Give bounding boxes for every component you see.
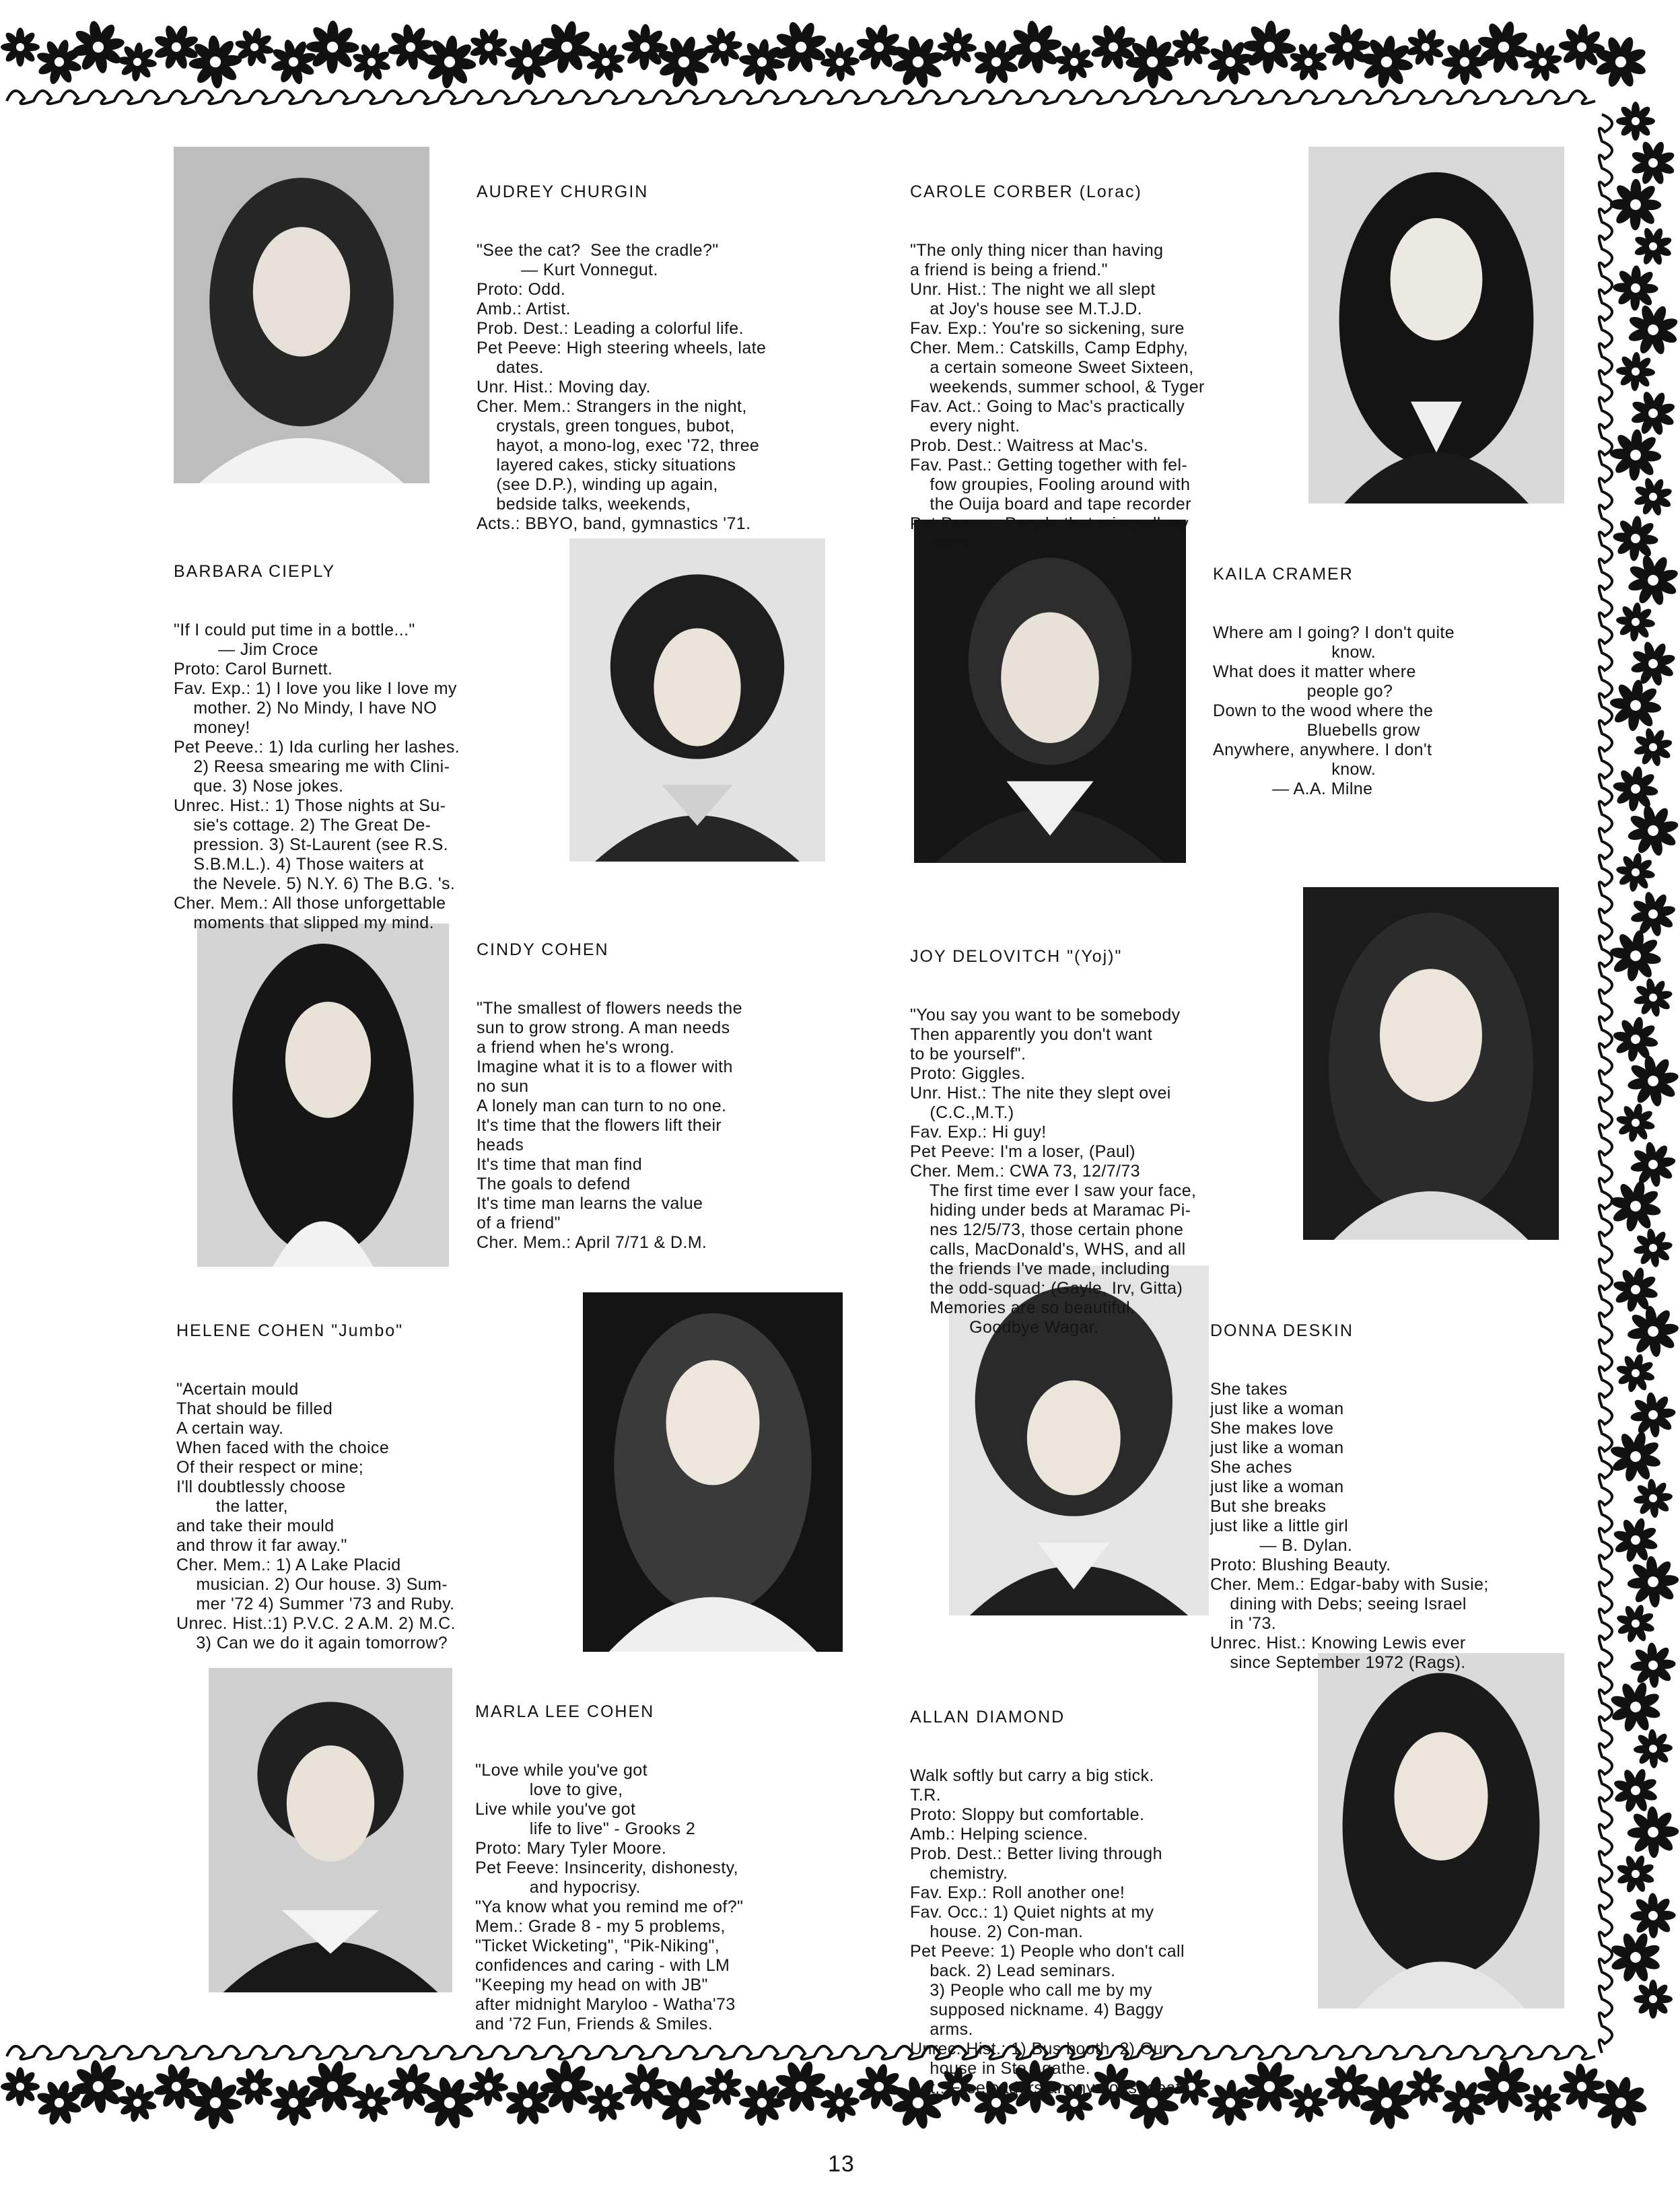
entry-line: "Love while you've got bbox=[475, 1761, 648, 1780]
entry-line: Unrec. Hist.: 1) Those nights at Su- bbox=[174, 796, 446, 815]
student-name: HELENE COHEN "Jumbo" bbox=[176, 1321, 403, 1340]
entry-text bbox=[477, 999, 742, 1253]
entry-line: bedside talks, weekends, bbox=[477, 495, 691, 514]
entry-line: just like a woman bbox=[1210, 1399, 1344, 1418]
daisy-icon bbox=[1633, 1729, 1674, 1770]
entry-line: the Nevele. 5) N.Y. 6) The B.G. 's. bbox=[174, 874, 456, 893]
entry-line: Fav. Past.: Getting together with fel- bbox=[910, 456, 1188, 475]
entry-line: The first time ever I saw your face, bbox=[910, 1181, 1197, 1200]
daisy-icon bbox=[1625, 1972, 1680, 2027]
entry-line: Cher. Mem.: Strangers in the night, bbox=[477, 397, 747, 416]
entry-line: Pet Peeve: 1) People who don't call bbox=[910, 1942, 1185, 1961]
entry-line: confidences and caring - with LM bbox=[475, 1956, 730, 1975]
entry-line: "The only thing nicer than having bbox=[910, 241, 1164, 260]
daisy-icon bbox=[1628, 1390, 1679, 1440]
entry-line: What does it matter where bbox=[1213, 662, 1416, 681]
entry-line: back. 2) Lead seminars. bbox=[910, 1961, 1116, 1980]
entry-line: fow groupies, Fooling around with bbox=[910, 475, 1191, 494]
entry-line: house in Ste Agathe. bbox=[910, 2059, 1091, 2078]
photo-barbara-cieply bbox=[569, 538, 825, 862]
entry-text bbox=[1213, 623, 1455, 799]
entry-line: Unrec. Hist.: 1) Bus booth. 2) Our bbox=[910, 2039, 1169, 2058]
daisy-icon bbox=[1622, 633, 1680, 694]
page-number: 13 bbox=[828, 2151, 855, 2177]
daisy-icon bbox=[1476, 2059, 1531, 2114]
daisy-icon bbox=[1605, 1510, 1667, 1571]
student-name: BARBARA CIEPLY bbox=[174, 562, 336, 581]
entry-text bbox=[475, 1761, 743, 2034]
entry-text bbox=[176, 1380, 456, 1653]
entry-line: heads bbox=[477, 1136, 524, 1154]
entry-line: "You say you want to be somebody bbox=[910, 1006, 1181, 1024]
entry-line: Fav. Occ.: 1) Quiet nights at my bbox=[910, 1903, 1154, 1922]
entry-line: When faced with the choice bbox=[176, 1438, 390, 1457]
entry-line: arms. bbox=[910, 2020, 973, 2039]
entry-line: life to live" - Grooks 2 bbox=[475, 1819, 696, 1838]
photo-marla-lee-cohen bbox=[209, 1668, 452, 1992]
photo-cindy-cohen bbox=[197, 923, 449, 1267]
entry-line: Fav. Act.: Going to Mac's practically bbox=[910, 397, 1185, 416]
entry-line: She makes love bbox=[1210, 1419, 1334, 1438]
entry-line: But she breaks bbox=[1210, 1497, 1327, 1516]
daisy-icon bbox=[621, 24, 669, 71]
entry-text bbox=[910, 1766, 1191, 2098]
daisy-icon bbox=[1616, 102, 1655, 141]
entry-line: Proto: Sloppy but comfortable. bbox=[910, 1805, 1145, 1824]
entry-line: the friends I've made, including bbox=[910, 1259, 1170, 1278]
entry-line: sie's cottage. 2) The Great De- bbox=[174, 816, 431, 835]
entry-line: Prob. Dest.: Waitress at Mac's. bbox=[910, 436, 1148, 455]
entry-line: Cher. Mem.: Catskills, Camp Edphy, bbox=[910, 339, 1189, 357]
daisy-icon bbox=[1619, 295, 1680, 364]
entry-line: It's time that man find bbox=[477, 1155, 643, 1174]
entry-text bbox=[174, 621, 460, 933]
entry-line: a friend is being a friend." bbox=[910, 260, 1108, 279]
entry-line: Acts.: BBYO, band, gymnastics '71. bbox=[477, 514, 751, 533]
entry-line: the latter, bbox=[176, 1497, 289, 1516]
entry-line: and '72 Fun, Friends & Smiles. bbox=[475, 2015, 713, 2033]
entry-line: Pet Peeve.: People that misspell my bbox=[910, 514, 1189, 533]
entry-line: Unr. Hist.: Moving day. bbox=[477, 378, 651, 396]
daisy-icon bbox=[1625, 1471, 1680, 1526]
daisy-icon bbox=[930, 20, 985, 75]
entry-line: "The smallest of flowers needs the bbox=[477, 999, 742, 1018]
entry-line: money! bbox=[174, 718, 250, 737]
entry-line: Proto: Giggles. bbox=[910, 1064, 1026, 1083]
entry-line: mother. 2) No Mindy, I have NO bbox=[174, 699, 438, 718]
entry-line: "Acertain mould bbox=[176, 1380, 299, 1399]
entry-line: musician. 2) Our house. 3) Sum- bbox=[176, 1575, 448, 1594]
entry-line: Live while you've got bbox=[475, 1800, 636, 1819]
entry-line: Of their respect or mine; bbox=[176, 1458, 364, 1477]
daisy-icon bbox=[1, 28, 40, 67]
daisy-icon bbox=[1610, 763, 1661, 814]
entry-line: — B. Dylan. bbox=[1210, 1536, 1353, 1555]
entry-line: A lonely man can turn to no one. bbox=[477, 1096, 727, 1115]
entry-line: Cher. Mem.: April 7/71 & D.M. bbox=[477, 1233, 707, 1252]
daisy-icon bbox=[1624, 384, 1680, 442]
entry-line: Prob. Dest.: Better living through bbox=[910, 1844, 1162, 1863]
entry-line: Down to the wood where the bbox=[1213, 701, 1434, 720]
entry-line: just like a little girl bbox=[1210, 1516, 1349, 1535]
entry-line: people go? bbox=[1213, 682, 1393, 701]
entry-line: 2) Reesa smearing me with Clini- bbox=[174, 757, 450, 776]
entry-line: Proto: Blushing Beauty. bbox=[1210, 1556, 1391, 1574]
entry-line: A certain way. bbox=[176, 1419, 284, 1438]
entry-line: — Jim Croce bbox=[174, 640, 318, 659]
entry-carole-corber bbox=[910, 143, 1205, 592]
entry-line: in '73. bbox=[1210, 1614, 1277, 1633]
entry-line: Goodbye Wagar. bbox=[910, 1318, 1099, 1337]
entry-text bbox=[910, 241, 1205, 553]
entry-text bbox=[1210, 1380, 1489, 1673]
daisy-icon bbox=[820, 42, 861, 83]
entry-line: Fav. Exp.: Hi guy! bbox=[910, 1123, 1047, 1142]
entry-line: Pet Peeve: I'm a loser, (Paul) bbox=[910, 1142, 1135, 1161]
photo-audrey-churgin bbox=[174, 147, 429, 483]
entry-line: Mem.: Grade 8 - my 5 problems, bbox=[475, 1917, 726, 1936]
entry-line: Proto: Carol Burnett. bbox=[174, 660, 333, 678]
entry-line: Cher. Mem.: 1) A Lake Placid bbox=[176, 1556, 401, 1574]
entry-line: pression. 3) St-Laurent (see R.S. bbox=[174, 835, 449, 854]
entry-line: T.R. bbox=[910, 1786, 942, 1805]
entry-line: "Ya know what you remind me of?" bbox=[475, 1897, 744, 1916]
daisy-icon bbox=[1115, 24, 1189, 99]
daisy-icon bbox=[1608, 1262, 1663, 1317]
daisy-icon bbox=[1631, 1226, 1675, 1270]
entry-line: Proto: Mary Tyler Moore. bbox=[475, 1839, 667, 1858]
entry-line: of a friend" bbox=[477, 1214, 561, 1232]
daisy-icon bbox=[1612, 265, 1659, 312]
student-name: AUDREY CHURGIN bbox=[477, 182, 649, 201]
entry-line: Anywhere, anywhere. I don't bbox=[1213, 740, 1432, 759]
student-name: CAROLE CORBER (Lorac) bbox=[910, 182, 1142, 201]
entry-line: 3) Can we do it again tomorrow? bbox=[176, 1634, 448, 1652]
entry-text bbox=[477, 241, 766, 534]
entry-line: and take their mould bbox=[176, 1516, 335, 1535]
student-name: DONNA DESKIN bbox=[1210, 1321, 1354, 1340]
entry-line: Unr. Hist.: The night we all slept bbox=[910, 280, 1156, 299]
daisy-icon bbox=[1441, 38, 1488, 85]
entry-line: Proto: Odd. bbox=[477, 280, 566, 299]
daisy-icon bbox=[1613, 1100, 1659, 1146]
entry-line: She aches bbox=[1210, 1458, 1292, 1477]
daisy-icon bbox=[1288, 2083, 1329, 2124]
entry-line: Pet Peeve: High steering wheels, late bbox=[477, 339, 767, 357]
entry-line: nes 12/5/73, those certain phone bbox=[910, 1220, 1184, 1239]
entry-barbara-cieply bbox=[174, 523, 460, 972]
entry-line: every night. bbox=[910, 417, 1020, 435]
entry-line: Act.: Freeloaders anonymous, death bbox=[910, 2079, 1191, 2097]
entry-line: mer '72 4) Summer '73 and Ruby. bbox=[176, 1595, 455, 1613]
entry-donna-deskin bbox=[1210, 1282, 1489, 1712]
entry-line: Unrec. Hist.:1) P.V.C. 2 A.M. 2) M.C. bbox=[176, 1614, 456, 1633]
entry-line: calls, MacDonald's, WHS, and all bbox=[910, 1240, 1186, 1259]
daisy-icon bbox=[30, 33, 88, 90]
student-name: MARLA LEE COHEN bbox=[475, 1702, 655, 1721]
daisy-icon bbox=[384, 20, 437, 73]
entry-line: name. bbox=[910, 534, 978, 553]
daisy-icon bbox=[1608, 427, 1663, 483]
student-name: ALLAN DIAMOND bbox=[910, 1708, 1065, 1727]
daisy-icon bbox=[1, 2067, 40, 2106]
entry-line: since September 1972 (Rags). bbox=[1210, 1653, 1466, 1672]
daisy-icon bbox=[349, 2081, 394, 2125]
entry-line: after midnight Maryloo - Watha'73 bbox=[475, 1995, 736, 2014]
entry-kaila-cramer bbox=[1213, 526, 1455, 838]
entry-line: know. bbox=[1213, 643, 1376, 662]
photo-carole-corber bbox=[1308, 147, 1564, 503]
entry-line: Then apparently you don't want bbox=[910, 1025, 1153, 1044]
entry-line: weekends, summer school, & Tyger bbox=[910, 378, 1205, 396]
student-name: KAILA CRAMER bbox=[1213, 565, 1354, 584]
entry-line: Where am I going? I don't quite bbox=[1213, 623, 1455, 642]
entry-text bbox=[910, 1006, 1196, 1337]
entry-line: — A.A. Milne bbox=[1213, 779, 1373, 798]
daisy-icon bbox=[738, 2079, 785, 2126]
entry-line: crystals, green tongues, bubot, bbox=[477, 417, 735, 435]
entry-line: That should be filled bbox=[176, 1399, 333, 1418]
entry-line: 3) People who call me by my bbox=[910, 1981, 1152, 2000]
entry-line: and hypocrisy. bbox=[475, 1878, 641, 1897]
entry-line: sun to grow strong. A man needs bbox=[477, 1018, 730, 1037]
entry-line: Cher. Mem.: All those unforgettable bbox=[174, 894, 446, 913]
entry-line: que. 3) Nose jokes. bbox=[174, 777, 344, 796]
entry-line: just like a woman bbox=[1210, 1477, 1344, 1496]
daisy-icon bbox=[1629, 723, 1677, 771]
daisy-icon bbox=[1604, 1008, 1667, 1070]
daisy-icon bbox=[1621, 548, 1680, 613]
student-name: CINDY COHEN bbox=[477, 940, 609, 959]
entry-line: — Kurt Vonnegut. bbox=[477, 260, 658, 279]
daisy-icon bbox=[1625, 1554, 1680, 1610]
entry-line: Unrec. Hist.: Knowing Lewis ever bbox=[1210, 1634, 1466, 1652]
entry-line: chemistry. bbox=[910, 1864, 1008, 1883]
daisy-icon bbox=[1608, 845, 1663, 899]
entry-line: Unr. Hist.: The nite they slept ovei bbox=[910, 1084, 1171, 1103]
entry-line: (see D.P.), winding up again, bbox=[477, 475, 718, 494]
entry-line: a certain someone Sweet Sixteen, bbox=[910, 358, 1194, 377]
entry-line: Pet Feeve: Insincerity, dishonesty, bbox=[475, 1858, 739, 1877]
entry-line: I'll doubtlessly choose bbox=[176, 1477, 346, 1496]
entry-line: Amb.: Helping science. bbox=[910, 1825, 1088, 1844]
daisy-icon bbox=[1235, 2052, 1304, 2122]
entry-line: dining with Debs; seeing Israel bbox=[1210, 1595, 1467, 1613]
entry-line: "See the cat? See the cradle?" bbox=[477, 241, 719, 260]
entry-line: Bluebells grow bbox=[1213, 721, 1420, 740]
entry-line: Memories are so beautiful. bbox=[910, 1298, 1135, 1317]
entry-line: Walk softly but carry a big stick. bbox=[910, 1766, 1154, 1785]
entry-audrey-churgin bbox=[477, 143, 766, 573]
entry-line: just like a woman bbox=[1210, 1438, 1344, 1457]
entry-helene-cohen bbox=[176, 1282, 456, 1692]
entry-cindy-cohen bbox=[477, 901, 742, 1292]
entry-line: "If I could put time in a bottle..." bbox=[174, 621, 415, 639]
entry-joy-delovitch bbox=[910, 908, 1196, 1376]
entry-line: "Ticket Wicketing", "Pik-Niking", bbox=[475, 1937, 720, 1955]
entry-line: hiding under beds at Maramac Pi- bbox=[910, 1201, 1191, 1220]
daisy-icon bbox=[1604, 507, 1668, 571]
entry-line: Pet Peeve.: 1) Ida curling her lashes. bbox=[174, 738, 460, 757]
entry-line: the Ouija board and tape recorder bbox=[910, 495, 1191, 514]
entry-line: Cher. Mem.: Edgar-baby with Susie; bbox=[1210, 1575, 1489, 1594]
photo-joy-delovitch bbox=[1303, 887, 1559, 1240]
entry-line: (C.C.,M.T.) bbox=[910, 1103, 1014, 1122]
entry-line: It's time that the flowers lift their bbox=[477, 1116, 722, 1135]
daisy-icon bbox=[1241, 19, 1298, 75]
daisy-icon bbox=[1621, 1133, 1680, 1196]
daisy-icon bbox=[1626, 887, 1680, 942]
photo-helene-cohen bbox=[583, 1292, 843, 1652]
entry-line: the odd-squad: (Gayle, Irv, Gitta) bbox=[910, 1279, 1183, 1298]
entry-line: hayot, a mono-log, exec '72, three bbox=[477, 436, 760, 455]
entry-line: It's time man learns the value bbox=[477, 1194, 703, 1213]
daisy-icon bbox=[1630, 1893, 1676, 1939]
entry-line: Imagine what it is to a flower with bbox=[477, 1057, 733, 1076]
entry-line: Cher. Mem.: CWA 73, 12/7/73 bbox=[910, 1162, 1140, 1181]
entry-line: Fav. Exp.: 1) I love you like I love my bbox=[174, 679, 457, 698]
daisy-icon bbox=[1614, 600, 1657, 643]
entry-line: dates. bbox=[477, 358, 544, 377]
entry-line: The goals to defend bbox=[477, 1175, 631, 1193]
entry-line: Prob. Dest.: Leading a colorful life. bbox=[477, 319, 744, 338]
entry-line: moments that slipped my mind. bbox=[174, 913, 434, 932]
entry-line: to be yourself". bbox=[910, 1045, 1026, 1063]
entry-line: supposed nickname. 4) Baggy bbox=[910, 2000, 1164, 2019]
entry-line: She takes bbox=[1210, 1380, 1288, 1399]
entry-line: layered cakes, sticky situations bbox=[477, 456, 736, 475]
daisy-icon bbox=[30, 2074, 89, 2132]
entry-line: know. bbox=[1213, 760, 1376, 779]
entry-line: Fav. Exp.: You're so sickening, sure bbox=[910, 319, 1185, 338]
daisy-icon bbox=[1608, 344, 1663, 399]
entry-line: Amb.: Artist. bbox=[477, 300, 571, 318]
student-name: JOY DELOVITCH "(Yoj)" bbox=[910, 947, 1123, 966]
entry-marla-lee-cohen bbox=[475, 1663, 743, 2073]
entry-line: love to give, bbox=[475, 1780, 623, 1799]
entry-line: S.B.M.L.). 4) Those waiters at bbox=[174, 855, 424, 874]
entry-allan-diamond bbox=[910, 1669, 1191, 2137]
daisy-icon bbox=[966, 32, 1027, 93]
entry-line: at Joy's house see M.T.J.D. bbox=[910, 300, 1143, 318]
entry-line: no sun bbox=[477, 1077, 529, 1096]
entry-line: and throw it far away." bbox=[176, 1536, 347, 1555]
entry-line: house. 2) Con-man. bbox=[910, 1922, 1084, 1941]
entry-line: a friend when he's wrong. bbox=[477, 1038, 675, 1057]
entry-line: Fav. Exp.: Roll another one! bbox=[910, 1883, 1125, 1902]
entry-line: "Keeping my head on with JB" bbox=[475, 1976, 708, 1994]
